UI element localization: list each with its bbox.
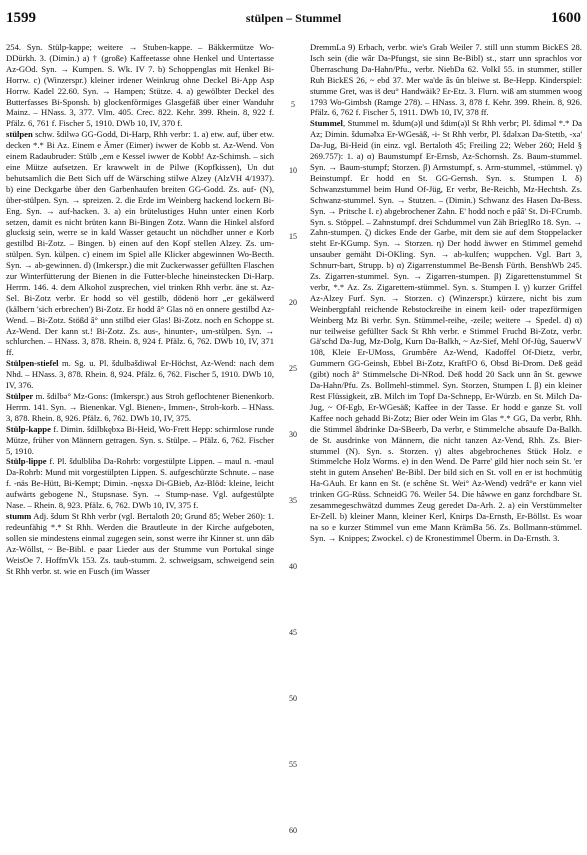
- line-number: 5: [291, 100, 295, 109]
- dictionary-entry: [6, 129, 274, 358]
- line-number: 60: [289, 826, 297, 835]
- dictionary-entry: [310, 42, 582, 118]
- entry-text: Adj. šdum St Rhh verbr (vgl. Bertaloth 20; Grund 85; Weber 260): 1. redeunfähig *.* St Rhh. Werden die Brautleute in der Kirche aufgeboten, sollen sie mindestens einmal zugegen sein, sonst werre ihr Kinner st. unn dãb Az-Wöllst, ~ Be-Bibl. e paar Lieder aus der Stumme vun Portukal singe WeisOe 7. HoffmVk 153. Zs. taub-stumm. 2. schweigsam, schweigend sein St Rhh verbr. st. wie en Fusch (im Wasser: [6, 510, 274, 576]
- line-number: 20: [289, 298, 297, 307]
- entry-text: DremmLa 9) Erbach, verbr. wie's Grab Weiler 7. still unn stumm BickES 28. Isch sein (die wâr Da-Pfungst, sie sinn Be-Bibl) st., starr unn sprachlos vor Überraschung Da-Hahn/Pfu., verbr. NiebDa 62. VolkI 55. in stummer, stiller Ruh BickES 26, ~ ebd 37. Mer wa'de âs ûn bleiwe st. Be-Hepp. Kinderspiel: stumme Gret, was is̃ deu° Handwäik? Er-Etz. 3. Flurn. wiß am stummen woog 1793 Wo-Gimbsh (Ramge 278). – HNass. 3, 878 f. Kehr. 399. Rhein. 8, 926. Pfälz. 6, 762 f. Fischer 5, 1911. DWb 10, IV, 378 ff.: [310, 42, 582, 118]
- line-number: 40: [289, 562, 297, 571]
- entry-text: f. Pl. šdulbliba Da-Rohrb: vorgestülpte Lippen. – maul n. -maul Da-Rohrb: Mund mit vorgestülpten Lippen. S. aufgeschürzte Schnute. – nase f. -näs Be-Hütt, Bi-Kempt; Dimin. -nęsxə Di-GBieb, Az-Blöd: kleine, leicht aufwärts gebogene N., Stupsnase. Syn. → Stump-nase. Vgl. aufgestülpte Nase. – Rhein. 8, 923. Pfälz. 6, 762. DWb 10, IV, 375 f.: [6, 456, 274, 511]
- headword: Stülper: [6, 391, 34, 401]
- line-number: 25: [289, 364, 297, 373]
- line-number-gutter: [281, 42, 305, 850]
- entry-text: , Stummel m. šdum(ə)l und šdim(ə)l St Rhh verbr; Pl. šdiməl *.* Da Az; Dimin. šdumə̃lxə Er-WGesäß, -i- St Rhh verbr, Pl. šdəlxən Da-Stettb, -xə' Da-Jug, Bi-Heid (in einz. vgl. Bertaloth 45; Freiling 22; Weber 260; Held § 269.757): 1. a) α) Baumstumpf Er-Ernsb, Az-Schornsh. Zs. Baum-stummel. Syn. → Baum-stumpf; Storzen. β) Armstumpf, s. Arm-stummel, -stümmel. γ) Beinstumpf. Er hodd en St. GG-Gernsh. Syn. s. Stumpen I. δ) Schwanzstummel beim Hund Of-Jüg, Er verbr, Be-Reichb, Mz-Hechtsh. Zs. Schwanz-stummel. Syn. → Stutzen. – (Dimin.) Schwanz des Hasen Da-Bess. Syn. → Pritsche I. ε) abgebrochener Zahn. E' hodd noch e pââ' St. Di-FCrumb. Syn. s. Stöppel. – Zahnstumpf. drei Schdummel vun Zäh BrieglRo 18. Syn. → Zahn-stumpen. ζ) dickes Ende der Garbe, mit dem sie auf dem Stoppelacker steht Er-KGump. Syn. → Storzen. η) Der hodd äwwer en Stimmel gemehd unsauber gemäht Di-OKling. Syn. → ab-kulfen; wuppchen. Vgl. Bart 3, Schnurr-bart, Strupp. b) α) Zigarrenstummel Be-Bensh Fürth. BenshWb 245. Zs. Zigarren-stummel. Syn. → Zigarren-stumpen. β) Zigarettenstummel St verbr, *.* Az. Zs. Zigarettem-stümmel. Syn. s. Stumpen I. γ) kurzer Griffel Az-Alzey Furf. Syn. → Storzen. c) (Winzerspr.) kürzere, nicht bis zum Weinbergpfahl reichende Rebstockreihe in einem keil- oder trapezförmigen Weinberg Mz Bi verbr. Syn. Stümmel-reihe, -zeile; weitere → Spedel. d) α) nur teilweise gefüllter Sack St Rhh verbr. e Stimmel Fruchd Bi-Zotz, verbr. Gä'schd Da-Jug, Mz-Dolg, Kurn Da-Balkh, ~ Az-Sief, Mehl Of-Jüg, SauerwV 108, Kleie Er-UMoss, Grumbêre Az-Wend, Kadoffel Of-Dietz, verbr, Gummern GG-Geinsh, Ebbel Bi-Zotz, KraftFO 6, Obsd Bi-Drom. Deß geäd (gibt) noch â° Stimmelsche Di-NRod. Deß hodd 20 Sack unn ân St. gewwe Da-Hahn/Pfu. Zs. Bollmehl-stimmel. Syn. Storzen, Stumpen I. β) ein kleiner Rest Flüssigkeit, zB. Milch im Topf Da-Schnepp, Er-Würzb. en St. Milch Da-Jug, ~ Of-Egb, Er-WGesäß; Kaffee in der Tasse. Er hodd e ganze St. voll Kaffee noch gehadd Bi-Zotz; Bier oder Wein im Glas *.* GG, Da verbr, Rhh. die Stimmel âbdrinke Da-SBeerb, Da verbr, e Stimmelche absaufe Da-Balkh. de St. ausdrinke von Männern, die nicht tanzen Az-Vend, Rhh. Zs. Bier-stummel (N). Syn. s. Storzen. γ) altes abgebrochenes Stück Holz. e Stimmelche Holz Worms. e) in den Wend. De Parre' gild hier noch sein St. 'er steht in gutem Ansehen' Be-Bibl. Der bild sich en St. voll en er ist hochmütig Ha-GAuh. Er kann en St. (e schêne St. Wei° Az-Wend) vedrâ°e er kann viel trinken GG-Rüss. SchneidG 76. Weiler 54. Die hâwwe en ganz forchdbare St. zesammegeschwätzd dummes Zeug geredet Da-Arh. 2. a) ein Verstümmelter Er-Zell. b) kleiner Mann, kleiner Kerl, Knirps Da-Ernsth, Er-Böllst. Es woar na so e kurzer Stimmel vun eme Mann KrämBa 56. Zs. Bollmann-stümmel. Syn. → Knippes; Zwockel. c) de Kronestimmel Überm. in Da-Ernsth. 3.: [310, 118, 582, 543]
- dictionary-entry: [6, 424, 274, 457]
- line-number: 45: [289, 628, 297, 637]
- right-column: [310, 42, 582, 850]
- headword: stumm: [6, 510, 32, 521]
- page-number-right: 1600: [551, 10, 581, 26]
- page-header: [0, 0, 587, 40]
- dictionary-entry: [6, 391, 274, 424]
- line-number: 10: [289, 166, 297, 175]
- line-number: 35: [289, 496, 297, 505]
- headword: Stülp-lippe: [6, 456, 47, 467]
- headword: Stülpen-stiefel: [6, 358, 59, 369]
- line-number: 15: [289, 232, 297, 241]
- headword: stülpen: [6, 129, 33, 140]
- entry-text: m. šdilbə° Mz-Gons: (Imkerspr.) aus Stroh geflochtener Bienenkorb. Herrm. 141. Syn. → Bienenkar. Vgl. Bienen-, Immen-, Stroh-korb. – HNass. 3, 878. Rhein. 8, 926. Pfälz. 6, 762. DWb 10, IV, 375.: [6, 391, 274, 423]
- dictionary-entry: [6, 511, 274, 576]
- page-number-left: 1599: [6, 10, 36, 26]
- running-title: stülpen – Stummel: [245, 11, 342, 25]
- dictionary-entry: [6, 456, 274, 511]
- line-number: 55: [289, 760, 297, 769]
- line-number: 30: [289, 430, 297, 439]
- entry-text: f. Dimin. šdilbkębxə Bi-Heid, Wo-Frett Hepp: schirmlose runde Mütze, früher von Männern getragen. Syn. s. Stülpe. – Pfälz. 6, 762. Fischer 5, 1910.: [6, 423, 274, 456]
- line-number: 50: [289, 694, 297, 703]
- entry-text: m. Sg. u. Pl. šdulbəšdiwəl Er-Höchst, Az-Wend: nach dem Nhd. – HNass. 3, 878. Rhein. 8, 924. Pfälz. 6, 762. Fischer 5, 1910. DWb 10, IV, 376.: [6, 358, 274, 391]
- left-column: [6, 42, 274, 850]
- dictionary-entry: [310, 118, 582, 543]
- entry-text: 254. Syn. Stülp-kappe; weitere → Stuben-kappe. – Bäkkermütze Wo-DDürkh. 3. (Dimin.) a) † (große) Kaffeetasse ohne Henkel und Untertasse Az-GOd. Syn. → Kumpen. S. Wk. IV 7. b) Schoppenglas mit Henkel Bi-Horrw. c) (Winzerspr.) kleiner irdener Weinkrug ohne Deckel Bi-App Asp Horrw. Kadel 22.60. Syn. → Hampen; Stütze. 4. a) gewölbter Deckel des Butterfasses Bi-Sponsh. b) glockenförmiges Glasgefäß über einer Wanduhr Mainz. – HNass. 3, 377. Vlm. 405. Crec. 822. Kehr. 399. Rhein. 8, 922 f. Pfälz. 6, 761 f. Fischer 5, 1910. DWb 10, IV, 370 f.: [6, 42, 274, 129]
- entry-text: schw. šdilwə GG-Godd, Di-Harp, Rhh verbr: 1. a) etw. auf, über etw. decken *.* Bi Az. Einem e Ämer (Eimer) iwwer de Kobb st. Az-Wend. Von einem Radaubruder: Stülb „em e Kessel iwwer de Kobb! Az-Schimsh. – sich eine Mütze aufsetzen. Er krawwelt in de Pilwe (Kopfkissen), Un dut behutsamlich die Bett Sich uff de Wärsching stilwe Alzey (AlzVH 4/1937). b) eine Deckgarbe über den Garbenhaufen breiten GG-Godd. Zs. auf- (N), über-stülpen. Syn. → spreizen. 2. die Erde im Weinberg hackend lockern Bi-Eng. Syn. → auf-hacken. 3. a) ein brütelustiges Huhn unter einen Korb setzen, damit es nicht brüten kann Bi-Bingen Zotz. Wann die Hinkel alsford glucksig sein, werre se in kald Wasser getaucht un nöchdher unner e Korb gestilbd Bi-Zotz. – Bingen. b) einen auf den Kopf stellen Alzey. Zs. um-stülpen. Syn. külpen. c) einem im Spiel alle Klicker abgewinnen Wo-Becth. Syn. → ab-gewinnen. d) (Imkerspr.) die mit Zuckerwasser gefüllten Flaschen zur Winterfütterung der Bienen in die Futter-bleche hineinstecken Di-Harp. Herrm. 146. 4. dem Alkohol zusprechen, viel trinken Rhh verbr. äne st. Az-Sel. Bi-Zotz verbr. Er hodd so vël gestilb, dödenö horr „er gekälwerd (kälbern 'sich erbrechen') Bi-Zotz. Er hodd â° Glas nö en onnere gestilbd Az-Wend. – Bi-Zotz. Stößd â° unn stilbd eier Glas! Bi-Zotz. noch en Schoppe st. Az-Wend. Der kann st.! Bi-Zotz. Zs. aus-, hinunter-, um-stülpen. Syn. → schlurchen. – HNass. 3, 878. Rhein. 8, 924 f. Pfälz. 6, 762. DWb 10, IV, 371 ff.: [6, 129, 274, 358]
- dictionary-entry: [6, 358, 274, 391]
- headword: Stummel: [310, 118, 343, 129]
- dictionary-entry: [6, 42, 274, 129]
- headword: Stülp-kappe: [6, 423, 51, 434]
